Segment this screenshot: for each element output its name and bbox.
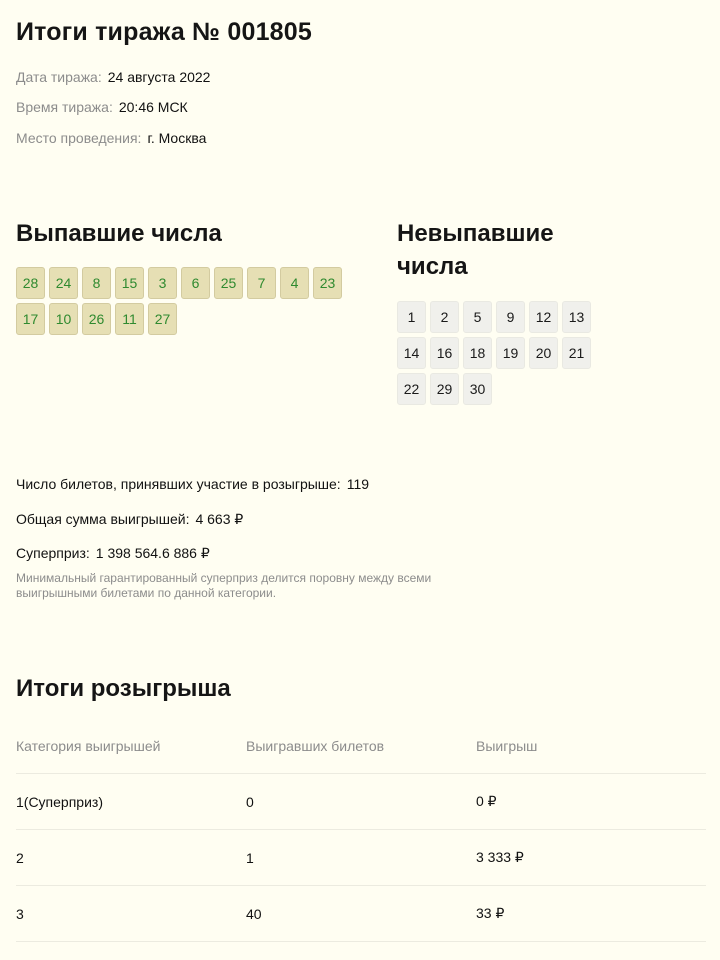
undrawn-number-ball: 18 [463,337,492,369]
undrawn-number-ball: 19 [496,337,525,369]
undrawn-number-ball: 14 [397,337,426,369]
drawn-number-ball: 3 [148,267,177,299]
superprize-label: Суперприз: [16,545,90,561]
row-prize: 3 333 ₽ [476,849,524,865]
tickets-count-row [16,476,369,492]
draw-place-value: г. Москва [147,130,207,146]
undrawn-number-ball: 16 [430,337,459,369]
undrawn-number-ball: 21 [562,337,591,369]
draw-time-label: Время тиража: [16,99,113,115]
drawn-number-ball: 23 [313,267,342,299]
drawn-number-ball: 10 [49,303,78,335]
results-table [16,718,706,942]
undrawn-numbers-title: Невыпавшие числа [397,220,554,280]
draw-place-label: Место проведения: [16,130,142,146]
page-title: Итоги тиража № 001805 [16,18,312,46]
undrawn-number-ball: 20 [529,337,558,369]
superprize-value: 1 398 564.6 886 ₽ [95,545,210,561]
results-table-header [16,718,706,774]
table-row [16,886,706,942]
undrawn-numbers-grid [397,301,591,405]
undrawn-number-ball: 1 [397,301,426,333]
drawn-number-ball: 28 [16,267,45,299]
row-prize: 33 ₽ [476,905,505,921]
drawn-numbers-grid [16,267,342,335]
undrawn-number-ball: 30 [463,373,492,405]
total-winnings-value: 4 663 ₽ [195,511,244,527]
undrawn-number-ball: 5 [463,301,492,333]
draw-date-row [16,69,210,85]
row-category: 1(Суперприз) [16,793,103,810]
header-winning-tickets: Выигравших билетов [246,737,385,754]
table-row [16,830,706,886]
draw-time-row [16,99,188,115]
row-winning-tickets: 0 [246,793,254,810]
drawn-number-ball: 7 [247,267,276,299]
results-title: Итоги розыгрыша [16,675,231,702]
superprize-note: Минимальный гарантированный суперприз делится поровну между всеми выигрышными билетами по данной категории. [16,571,432,600]
drawn-numbers-title: Выпавшие числа [16,220,222,247]
drawn-number-ball: 24 [49,267,78,299]
undrawn-number-ball: 13 [562,301,591,333]
row-category: 3 [16,905,24,922]
drawn-number-ball: 25 [214,267,243,299]
drawn-number-ball: 8 [82,267,111,299]
drawn-number-ball: 17 [16,303,45,335]
draw-time-value: 20:46 МСК [118,99,188,115]
undrawn-number-ball: 22 [397,373,426,405]
drawn-number-ball: 6 [181,267,210,299]
superprize-row [16,545,210,562]
undrawn-number-ball: 9 [496,301,525,333]
header-category: Категория выигрышей [16,737,161,754]
total-winnings-row [16,511,243,528]
header-prize: Выигрыш [476,737,538,754]
draw-place-row [16,130,206,146]
tickets-count-value: 119 [346,476,370,492]
undrawn-number-ball: 2 [430,301,459,333]
row-prize: 0 ₽ [476,793,497,809]
drawn-number-ball: 11 [115,303,144,335]
undrawn-number-ball: 29 [430,373,459,405]
table-row [16,774,706,830]
drawn-number-ball: 26 [82,303,111,335]
drawn-number-ball: 27 [148,303,177,335]
drawn-number-ball: 4 [280,267,309,299]
undrawn-number-ball: 12 [529,301,558,333]
row-category: 2 [16,849,24,866]
total-winnings-label: Общая сумма выигрышей: [16,511,190,527]
row-winning-tickets: 40 [246,905,262,922]
row-winning-tickets: 1 [246,849,254,866]
drawn-number-ball: 15 [115,267,144,299]
draw-date-value: 24 августа 2022 [107,69,211,85]
tickets-count-label: Число билетов, принявших участие в розыгрыше: [16,476,341,492]
draw-date-label: Дата тиража: [16,69,102,85]
